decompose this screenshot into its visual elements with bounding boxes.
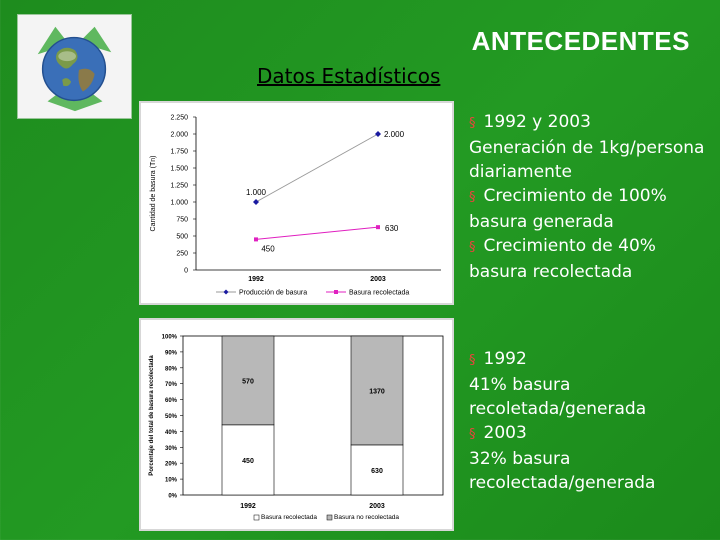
y-tick-label: 500 [176, 233, 188, 241]
data-point [376, 225, 380, 229]
y-tick-label: 50% [164, 414, 177, 420]
x-tick-label: 2003 [369, 503, 385, 510]
line-chart [141, 103, 452, 303]
bullet-icon: § [469, 427, 476, 442]
y-tick-label: 20% [164, 461, 177, 468]
bullet-item: § 1992 41% basura recoletada/generada [469, 349, 647, 419]
legend-swatch [327, 515, 332, 520]
y-tick-label: 1.250 [170, 182, 188, 190]
legend-label: Basura no recolectada [334, 514, 400, 521]
y-tick-label: 0 [184, 267, 188, 275]
x-tick-label: 2003 [370, 276, 386, 283]
y-axis-label: Cantidad de basura (Tn) [150, 155, 157, 232]
y-tick-label: 60% [164, 398, 177, 405]
logo-tile [17, 14, 132, 119]
legend-label: Basura recolectada [349, 289, 410, 297]
y-tick-label: 2.250 [170, 114, 188, 122]
bullet-list-bottom [469, 347, 709, 495]
y-tick-label: 1.750 [170, 148, 188, 156]
legend-marker [224, 290, 229, 295]
data-label: 1.000 [245, 188, 267, 197]
y-tick-label: 10% [164, 477, 177, 484]
series-line [256, 227, 378, 239]
y-tick-label: 30% [164, 445, 177, 452]
bullet-list-top [469, 110, 709, 284]
x-tick-label: 1992 [240, 503, 256, 510]
y-tick-label: 250 [176, 250, 188, 258]
legend-marker [334, 290, 338, 294]
stacked-bar-chart [141, 320, 452, 529]
legend-swatch [254, 515, 259, 520]
data-label: 570 [242, 378, 254, 386]
line-chart-frame [139, 101, 454, 305]
series-line [256, 134, 378, 202]
bullet-item: § 2003 32% basura recolectada/generada [469, 423, 656, 493]
bullet-icon: § [469, 116, 476, 131]
data-label: 1370 [369, 388, 385, 396]
y-tick-label: 2.000 [170, 131, 188, 139]
x-tick-label: 1992 [248, 276, 264, 283]
y-tick-label: 100% [161, 334, 177, 341]
y-tick-label: 80% [164, 366, 177, 373]
page-title: ANTECEDENTES [471, 26, 690, 56]
y-tick-label: 0% [168, 493, 177, 500]
y-tick-label: 70% [164, 382, 177, 389]
recycle-globe-icon [18, 15, 131, 118]
legend-label: Basura recolectada [261, 514, 318, 521]
stacked-bar-chart-frame [139, 318, 454, 531]
bullet-item: § Crecimiento de 40% basura recolectada [469, 236, 656, 282]
data-point [375, 131, 381, 137]
y-tick-label: 1.000 [170, 199, 188, 207]
legend-label: Producción de basura [239, 289, 308, 297]
data-label: 630 [385, 224, 399, 234]
bullet-icon: § [469, 353, 476, 368]
bullet-item: § 1992 y 2003 Generación de 1kg/persona diariamente [469, 112, 705, 182]
data-point [254, 237, 258, 241]
y-tick-label: 40% [164, 429, 177, 436]
data-label: 450 [261, 244, 275, 254]
data-label: 2.000 [384, 130, 405, 139]
bullet-icon: § [469, 240, 476, 255]
data-point [253, 199, 259, 205]
page-subtitle: Datos Estadísticos [257, 64, 441, 88]
data-label: 630 [371, 467, 383, 475]
y-tick-label: 90% [164, 350, 177, 357]
bullet-icon: § [469, 190, 476, 205]
y-tick-label: 750 [176, 216, 188, 224]
y-tick-label: 1.500 [170, 165, 188, 173]
data-label: 450 [242, 457, 254, 465]
y-axis-label: Porcentaje del total de basura recolectada [149, 355, 155, 476]
bullet-item: § Crecimiento de 100% basura generada [469, 186, 667, 232]
